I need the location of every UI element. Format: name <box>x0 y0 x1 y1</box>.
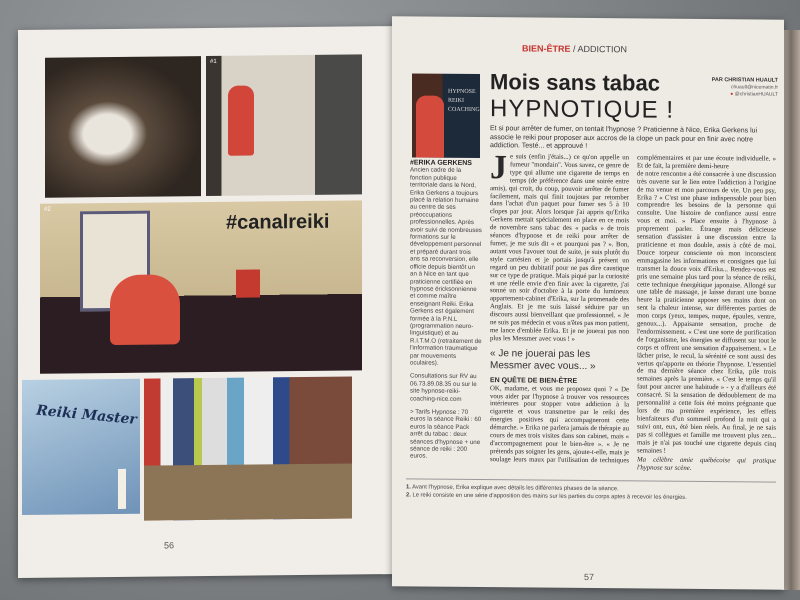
sidebar-prices: > Tarifs Hypnose : 70 euros la séance Reiki : 60 euros la séance Pack arrêt du tabac : deux séances d'hypnose + une séance de reiki : 200 euros. <box>410 408 482 461</box>
column-1-text: e suis (enfin j'étais...) ce qu'on appelle un fumeur "mondain". Vous savez, ce genre de type qui allume une cigarette de temps en temps (de préférence dans une soirée entre amis), qui croit, du coup, pouvoir arrêter de fumer facilement, mais qui finit toujours par retomber dans l'achat d'un paquet pour fumer ses 5 à 10 clopes par jour. Alors lorsque j'ai appris qu'Erika Gerkens mettait spécialement en place en ce mois de novembre sans tabac des « packs » de trois séances d'hypnose et de reiki pour arrêter de fumer, je me suis dit « et pourquoi pas ? ». Bon, autant vous l'avouer tout de suite, je suis plutôt du style cartésien et je portais jusqu'à présent un regard un peu dubitatif pour ne pas dire caustique sur ce type de pratique. Mais piqué par la curiosité et une réelle envie d'en finir avec la cigarette, j'ai sonné un soir d'octobre à la porte du lumineux appartement-cabinet d'Erika, sur la promenade des Anglais. Et je me suis laissé séduire par un discours aussi bienveillant que professionnel. « Je ne suis pas médecin et vous n'êtes pas mon patient, me lance d'emblée Erika. Et je ne jouerai pas non plus les Messmer avec vous ! » <box>490 153 629 343</box>
section-rubric <box>522 43 627 54</box>
canalreiki-hashtag: #canalreiki <box>226 210 330 234</box>
drop-cap: J <box>490 149 507 187</box>
red-picture <box>236 269 260 297</box>
page-number: 56 <box>164 540 175 551</box>
erika-portrait-photo <box>412 73 480 158</box>
left-page <box>18 26 398 578</box>
author-name: PAR CHRISTIAN HUAULT <box>711 77 778 84</box>
article-column-1 <box>490 149 629 344</box>
footnotes <box>406 479 776 503</box>
column-2-text: de notre rencontre a été consacrée à une discussion très ouverte sur le lien entre l'addiction à l'origine de ma venue et mon parcours de vie. Un peu psy, Erika ? « C'est une phase indispensable pour bien comprendre les besoins de la personne qui consulte. Une histoire de confiance aussi entre vous et moi. » Place ensuite à l'hypnose à proprement parler. Étrange mais délicieuse sensation d'assister à une discussion entre la praticienne et mon double, assis à côté de moi. Douce torpeur consciente où mon inconscient emmagasine les informations et consignes que lui transmet la douce voix d'Erika... Rendez-vous est pris une semaine plus tard pour la séance de reiki, cette technique énergétique japonaise. Allongé sur une table de massage, je laisse durant une bonne heure la praticienne apposer ses mains dont on sent la chaleur intense, sur différentes parties de mon corps (yeux, tempes, nuque, épaules, ventre, genoux...). Appaisante sensation, proche de l'endormissement. « C'est une sorte de purification de l'organisme, les énergies se diffusent sur tout le corps et offrent une sensation d'appaisement. » Le lâcher prise, le recul, la sérénité ce sont aussi des vertus qu'apporte en théorie l'hypnose. L'essentiel de ma dernière séance chez Erika, pile trois semaines après la première. « C'est le temps qu'il faut pour ancrer une habitude » - y a d'ailleurs été consacré. Si la sensation de dédoublement de ma personnalité a cette fois été moins prégnante que lors de ma première expérience, les effets bienfaiteurs d'un sommeil profond la nuit qui a suivi ont, eux, été bien réels. Au final, je ne sais pas si collègues et famille me trouvent plus zen... mais je n'ai pas touché une cigarette depuis cinq semaines ! <box>637 170 776 455</box>
candle <box>118 469 126 509</box>
certificate-title: Reiki Master <box>35 402 138 428</box>
rubric-main: BIEN-ÊTRE <box>522 43 571 54</box>
reiki-session-photo <box>40 200 362 373</box>
footnote-text: Le reiki consiste en une série d'apposition des mains sur les parties du corps aptes à recevoir les énergies. <box>412 492 687 501</box>
column-2-note: Ma célèbre amie québécoise qui pratique l'hypnose sur scène. <box>637 456 776 473</box>
article-body <box>490 149 776 474</box>
author-social: @christianHUAULT <box>734 91 778 98</box>
byline <box>694 77 778 99</box>
page-number: 57 <box>584 571 595 583</box>
footnote-text: Avant l'hypnose, Erika explique avec détails les différentes phases de la séance. <box>412 484 619 493</box>
books-and-crystals-photo <box>144 376 352 520</box>
footnote-number: 1. <box>406 484 411 491</box>
author-email: chuault@nicematin.fr <box>730 84 778 91</box>
sidebar-contact: Consultations sur RV au 06.73.89.08.35 ou sur le site hypnose-reiki-coaching-nice.com <box>410 372 477 403</box>
buddha-statue-photo <box>45 56 201 198</box>
practitioner-figure <box>110 274 180 345</box>
article-title-sub: HYPNOTIQUE ! <box>490 95 675 124</box>
photo-label: #1 <box>210 58 217 65</box>
sidebar-bio: Ancien cadre de la fonction publique territoriale dans le Nord, Erika Gerkens a toujours placé la relation humaine au centre de ses préoccupations professionnelles. Après avoir suivi de nombreuses formations sur le développement personnel et préparé durant trois ans sa reconversion, elle officie depuis bientôt un an à Nice en tant que praticienne certifiée en hypnose éricksonnienne et comme maître enseignant Reiki. Erika Gerkens est également formée à la P.N.L (programmation neuro-linguistique) et au R.I.T.M.O (retraitement de l'information traumatique par mouvements oculaires). <box>410 166 482 367</box>
photo-label: #2 <box>44 206 51 213</box>
social-icon: ● <box>730 91 734 98</box>
sign-text: HYPNOSE REIKI COACHING <box>448 88 480 114</box>
sidebar-heading: #ERIKA GERKENS <box>410 159 472 167</box>
article-title: Mois sans tabac <box>490 69 660 96</box>
article-intro: Et si pour arrêter de fumer, on tentait l'hypnose ? Praticienne à Nice, Erika Gerkens lui associe le reiki pour proposer aux accros de la clope un pack pour en finir avec notre addiction. Testé... et approuvé ! <box>490 125 758 150</box>
subheading: EN QUÊTE DE BIEN-ÊTRE <box>490 376 578 385</box>
right-page <box>392 16 784 589</box>
sidebar-profile <box>410 159 482 460</box>
column-1-text-2: OK, madame, et vous me proposez quoi ? « De vous aider par l'hypnose à trouver vos ressources intérieures pour stopper votre addiction à la cigarette et vous transmettre par le reiki des énergies positives qui accompagneront cette démarche. » Erika ne parlera jamais de thérapie au cours de mes trois visites dans son cabinet, mais « d'accompagnement pour le bien-être ». « Je ne prétends pas soigner les gens, ajoute-t-elle, mais je soulage leurs maux par l'utilisation de techniques complémentaires et par une écoute individuelle. » Et de fait, la première demi-heure <box>490 154 776 465</box>
portrait-figure <box>416 95 444 157</box>
woman-figure <box>228 86 254 156</box>
crystals-shelf <box>144 463 352 520</box>
reiki-master-certificate-photo <box>22 379 140 515</box>
pull-quote: « Je ne jouerai pas les Messmer avec vous... » <box>490 347 596 372</box>
footnote-number: 2. <box>406 492 411 499</box>
magazine-page-edges <box>782 30 800 590</box>
rubric-sub: / ADDICTION <box>570 43 628 55</box>
practitioner-standing-photo <box>206 54 362 196</box>
